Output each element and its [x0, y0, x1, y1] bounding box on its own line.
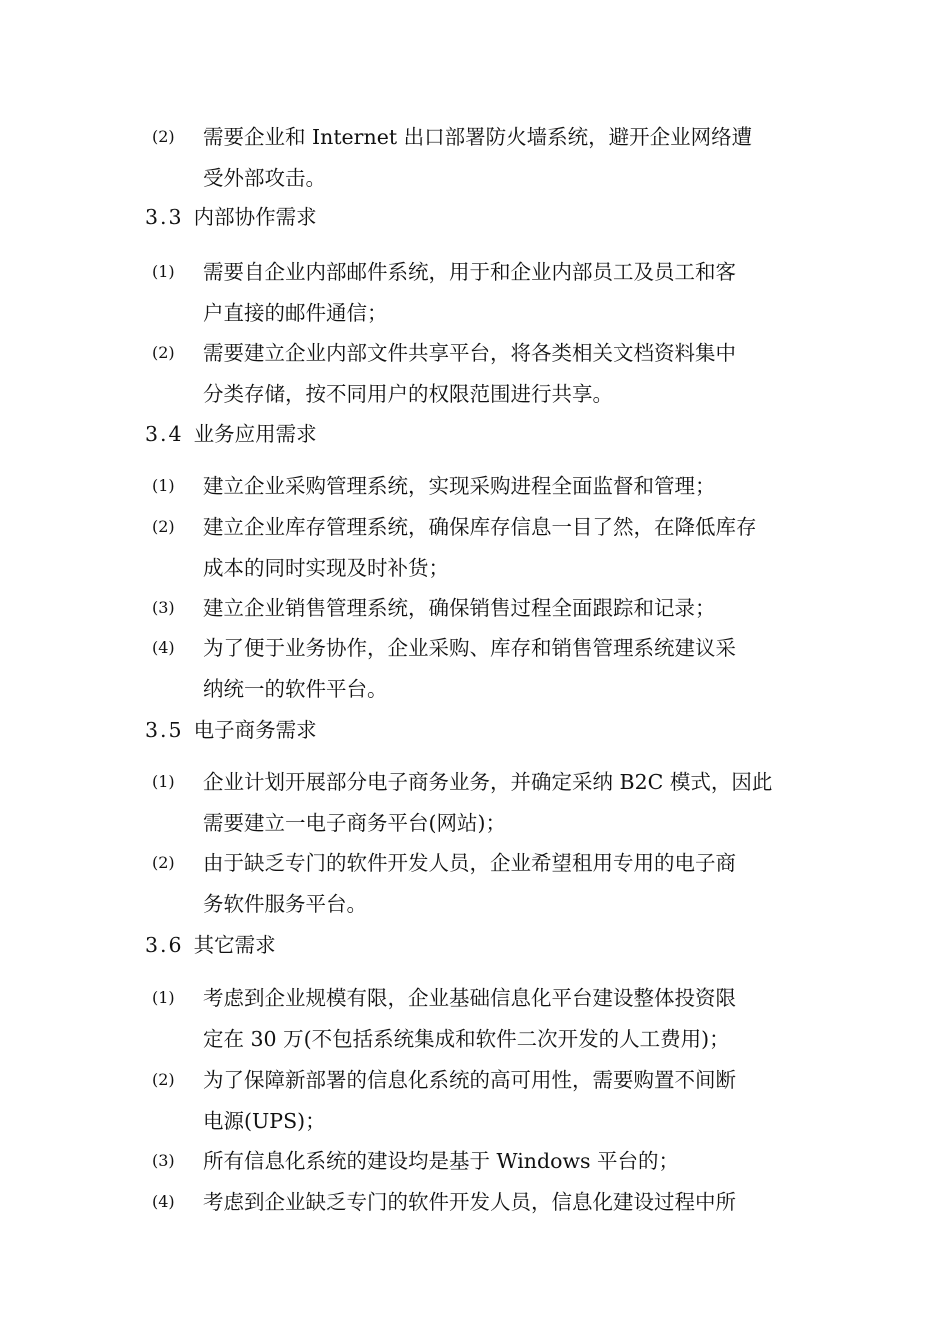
list-item-marker: (2) [152, 127, 175, 146]
list-item-marker: (1) [152, 988, 175, 1007]
list-item-marker: (2) [152, 1070, 175, 1089]
list-item-marker: (3) [152, 598, 175, 617]
list-item-marker: (4) [152, 638, 175, 657]
section-heading [145, 716, 845, 744]
section-title: 内部协作需求 [193, 205, 317, 229]
section-title: 其它需求 [193, 933, 276, 957]
list-item-marker: (4) [152, 1192, 175, 1211]
section-title: 业务应用需求 [193, 422, 317, 446]
list-item-text-line: 需要建立一电子商务平台(网站)； [203, 811, 506, 835]
list-item-text-line: 电源(UPS)； [203, 1109, 326, 1133]
list-item-marker: (1) [152, 476, 175, 495]
list-item-marker: (3) [152, 1151, 175, 1170]
list-item-text-line: 分类存储，按不同用户的权限范围进行共享。 [203, 382, 613, 406]
section-number: 3.3 [145, 205, 184, 229]
list-item-text-line: 纳统一的软件平台。 [203, 677, 388, 701]
list-item-text-line: 为了保障新部署的信息化系统的高可用性，需要购置不间断 [203, 1068, 736, 1092]
section-number: 3.6 [145, 933, 184, 957]
section-heading [145, 203, 845, 231]
list-item-text-line: 成本的同时实现及时补货； [203, 556, 449, 580]
list-item-text-line: 定在 30 万(不包括系统集成和软件二次开发的人工费用)； [203, 1027, 730, 1051]
section-number: 3.4 [145, 422, 184, 446]
list-item-text-line: 需要自企业内部邮件系统，用于和企业内部员工及员工和客 [203, 260, 736, 284]
list-item-marker: (2) [152, 517, 175, 536]
list-item-text-line: 建立企业销售管理系统，确保销售过程全面跟踪和记录； [203, 596, 716, 620]
list-item-text-line: 户直接的邮件通信； [203, 301, 388, 325]
list-item-text-line: 考虑到企业缺乏专门的软件开发人员，信息化建设过程中所 [203, 1190, 736, 1214]
list-item-text-line: 由于缺乏专门的软件开发人员，企业希望租用专用的电子商 [203, 851, 736, 875]
section-title: 电子商务需求 [193, 718, 317, 742]
section-number: 3.5 [145, 718, 184, 742]
list-item-marker: (1) [152, 262, 175, 281]
list-item-text-line: 需要建立企业内部文件共享平台，将各类相关文档资料集中 [203, 341, 736, 365]
list-item-text-line: 所有信息化系统的建设均是基于 Windows 平台的； [203, 1149, 680, 1173]
section-heading [145, 420, 845, 448]
list-item-text-line: 企业计划开展部分电子商务业务，并确定采纳 B2C 模式，因此 [203, 770, 773, 794]
list-item-text-line: 需要企业和 Internet 出口部署防火墙系统，避开企业网络遭 [203, 125, 753, 149]
list-item-text-line: 建立企业库存管理系统，确保库存信息一目了然，在降低库存 [203, 515, 757, 539]
list-item-text-line: 建立企业采购管理系统，实现采购进程全面监督和管理； [203, 474, 716, 498]
list-item-marker: (2) [152, 853, 175, 872]
list-item-marker: (1) [152, 772, 175, 791]
section-heading [145, 931, 845, 959]
list-item-text-line: 考虑到企业规模有限，企业基础信息化平台建设整体投资限 [203, 986, 736, 1010]
list-item-text-line: 为了便于业务协作，企业采购、库存和销售管理系统建议采 [203, 636, 736, 660]
list-item-marker: (2) [152, 343, 175, 362]
list-item-text-line: 受外部攻击。 [203, 166, 326, 190]
list-item-text-line: 务软件服务平台。 [203, 892, 367, 916]
